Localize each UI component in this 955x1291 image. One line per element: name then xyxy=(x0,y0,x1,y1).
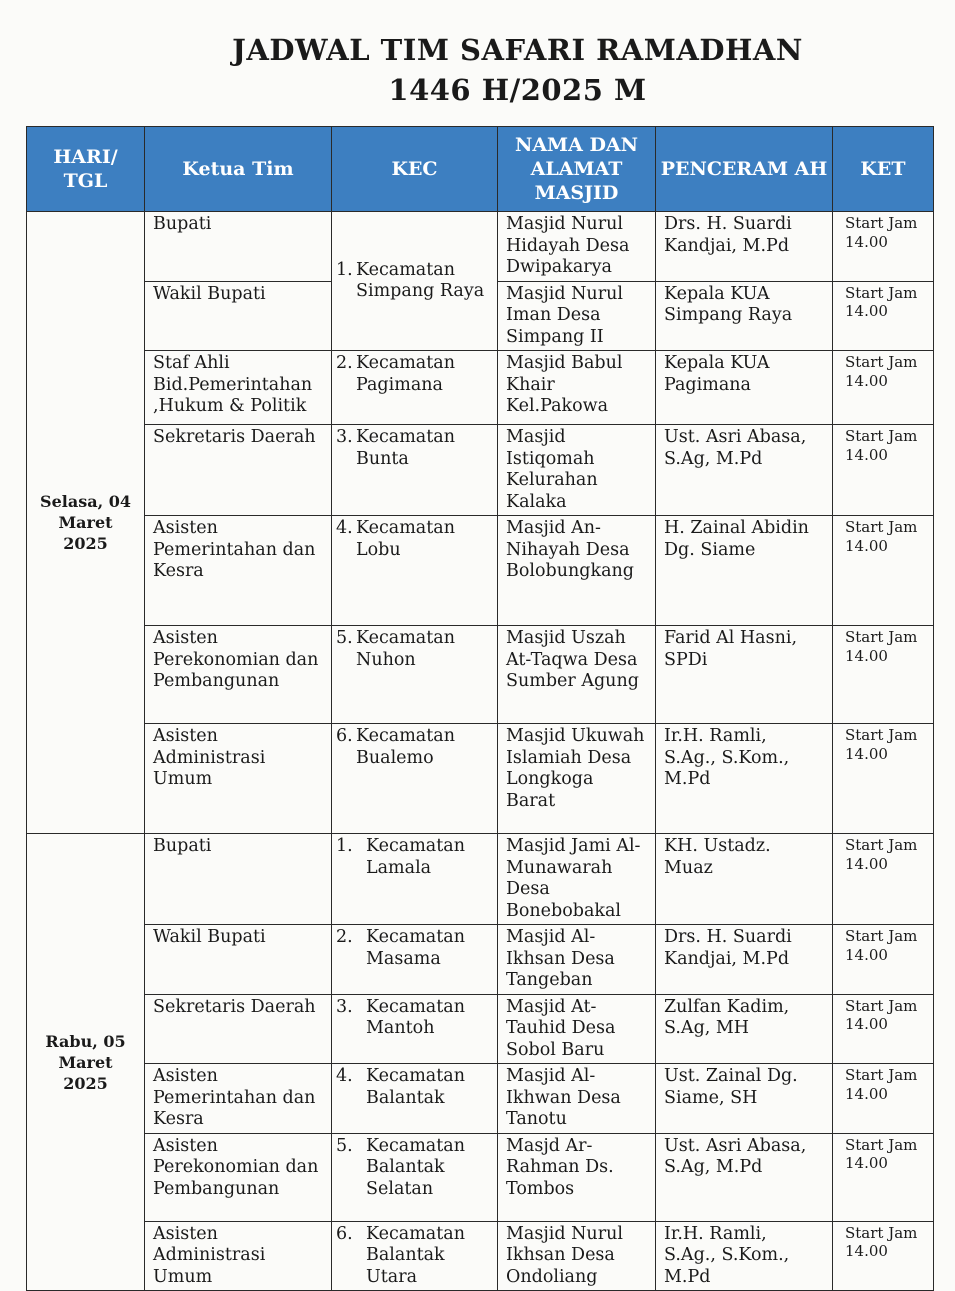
ket-cell: Start Jam 14.00 xyxy=(833,1133,934,1221)
ket-cell: Start Jam 14.00 xyxy=(833,626,934,724)
header-penceramah: PENCERAM AH xyxy=(656,127,833,212)
kec-cell xyxy=(332,516,498,626)
masjid-cell: Masjid Babul Khair Kel.Pakowa xyxy=(498,351,656,425)
ket-cell: Start Jam 14.00 xyxy=(833,425,934,516)
masjid-cell: Masjid Al-Ikhsan Desa Tangeban xyxy=(498,925,656,995)
ket-cell: Start Jam 14.00 xyxy=(833,351,934,425)
ket-cell: Start Jam 14.00 xyxy=(833,281,934,351)
masjid-cell: Masjid Nurul Iman Desa Simpang II xyxy=(498,281,656,351)
masjid-cell: Masjid Uszah At-Taqwa Desa Sumber Agung xyxy=(498,626,656,724)
kec-name: Kecamatan Balantak Selatan xyxy=(366,1135,465,1199)
header-masjid: NAMA DAN ALAMAT MASJID xyxy=(498,127,656,212)
masjid-cell: Masjid Nurul Ikhsan Desa Ondoliang xyxy=(498,1221,656,1291)
kec-name: Kecamatan Bunta xyxy=(356,427,455,469)
table-row xyxy=(27,1064,934,1134)
header-ket: KET xyxy=(833,127,934,212)
kec-name: Kecamatan Lobu xyxy=(356,518,455,560)
document-title: JADWAL TIM SAFARI RAMADHAN xyxy=(232,33,803,67)
masjid-cell: Masjid At-Tauhid Desa Sobol Baru xyxy=(498,994,656,1064)
masjid-cell: Masjid Jami Al-Munawarah Desa Bonebobakal xyxy=(498,834,656,925)
kec-name: Kecamatan Bualemo xyxy=(356,726,455,768)
kec-number: 4. xyxy=(336,1066,353,1086)
kec-number: 1. xyxy=(336,259,353,280)
table-row xyxy=(27,351,934,425)
table-row xyxy=(27,994,934,1064)
kec-name: Kecamatan Balantak Utara xyxy=(366,1223,465,1287)
ketua-cell: Bupati xyxy=(145,212,332,282)
day-cell: Selasa, 04 Maret 2025 xyxy=(27,212,145,834)
kec-number: 2. xyxy=(336,927,353,947)
kec-cell xyxy=(332,994,498,1064)
kec-number: 5. xyxy=(336,1135,353,1156)
kec-name: Kecamatan Pagimana xyxy=(356,353,455,395)
ketua-cell: Staf Ahli Bid.Pemerintahan ,Hukum & Politik xyxy=(145,351,332,425)
penceramah-cell: Drs. H. Suardi Kandjai, M.Pd xyxy=(656,925,833,995)
header-row xyxy=(27,127,934,212)
kec-name: Kecamatan Mantoh xyxy=(366,996,465,1038)
kec-name: Kecamatan Nuhon xyxy=(356,628,455,670)
kec-cell xyxy=(332,1133,498,1221)
penceramah-cell: Ir.H. Ramli, S.Ag., S.Kom., M.Pd xyxy=(656,724,833,834)
ketua-cell: Asisten Perekonomian dan Pembangunan xyxy=(145,1133,332,1221)
table-row xyxy=(27,1221,934,1291)
penceramah-cell: Ust. Asri Abasa, S.Ag, M.Pd xyxy=(656,425,833,516)
kec-number: 4. xyxy=(336,518,353,538)
kec-cell xyxy=(332,1221,498,1291)
ketua-cell: Asisten Pemerintahan dan Kesra xyxy=(145,1064,332,1134)
kec-number: 6. xyxy=(336,726,353,746)
masjid-cell: Masjd Ar-Rahman Ds. Tombos xyxy=(498,1133,656,1221)
kec-cell xyxy=(332,834,498,925)
document-subtitle: 1446 H/2025 M xyxy=(388,73,647,107)
penceramah-cell: Zulfan Kadim, S.Ag, MH xyxy=(656,994,833,1064)
penceramah-cell: Ust. Zainal Dg. Siame, SH xyxy=(656,1064,833,1134)
ket-cell: Start Jam 14.00 xyxy=(833,1221,934,1291)
kec-name: Kecamatan Lamala xyxy=(366,836,465,878)
penceramah-cell: Farid Al Hasni, SPDi xyxy=(656,626,833,724)
masjid-cell: Masjid Istiqomah Kelurahan Kalaka xyxy=(498,425,656,516)
header-kec: KEC xyxy=(332,127,498,212)
ket-cell: Start Jam 14.00 xyxy=(833,516,934,626)
kec-number: 3. xyxy=(336,427,353,447)
ket-cell: Start Jam 14.00 xyxy=(833,1064,934,1134)
masjid-cell: Masjid Nurul Hidayah Desa Dwipakarya xyxy=(498,212,656,282)
table-row xyxy=(27,724,934,834)
kec-cell xyxy=(332,724,498,834)
table-row xyxy=(27,425,934,516)
kec-name: Kecamatan Masama xyxy=(366,927,465,969)
kec-number: 1. xyxy=(336,836,353,856)
schedule-table xyxy=(26,126,934,1291)
ketua-cell: Asisten Perekonomian dan Pembangunan xyxy=(145,626,332,724)
ketua-cell: Sekretaris Daerah xyxy=(145,994,332,1064)
ketua-cell: Wakil Bupati xyxy=(145,925,332,995)
ket-cell: Start Jam 14.00 xyxy=(833,212,934,282)
kec-number: 6. xyxy=(336,1223,353,1244)
ketua-cell: Asisten Administrasi Umum xyxy=(145,1221,332,1291)
kec-number: 5. xyxy=(336,628,353,648)
penceramah-cell: Ir.H. Ramli, S.Ag., S.Kom., M.Pd xyxy=(656,1221,833,1291)
ketua-cell: Asisten Administrasi Umum xyxy=(145,724,332,834)
kec-cell xyxy=(332,212,498,351)
ket-cell: Start Jam 14.00 xyxy=(833,994,934,1064)
penceramah-cell: Kepala KUA Simpang Raya xyxy=(656,281,833,351)
kec-name: Kecamatan Balantak xyxy=(366,1066,465,1108)
penceramah-cell: KH. Ustadz. Muaz xyxy=(656,834,833,925)
kec-cell xyxy=(332,351,498,425)
penceramah-cell: Kepala KUA Pagimana xyxy=(656,351,833,425)
ket-cell: Start Jam 14.00 xyxy=(833,834,934,925)
ket-cell: Start Jam 14.00 xyxy=(833,724,934,834)
penceramah-cell: Drs. H. Suardi Kandjai, M.Pd xyxy=(656,212,833,282)
kec-cell xyxy=(332,1064,498,1134)
table-row xyxy=(27,212,934,282)
kec-cell xyxy=(332,925,498,995)
header-hari: HARI/ TGL xyxy=(27,127,145,212)
day-cell: Rabu, 05 Maret 2025 xyxy=(27,834,145,1291)
ketua-cell: Asisten Pemerintahan dan Kesra xyxy=(145,516,332,626)
masjid-cell: Masjid Ukuwah Islamiah Desa Longkoga Barat xyxy=(498,724,656,834)
ketua-cell: Bupati xyxy=(145,834,332,925)
table-row xyxy=(27,516,934,626)
masjid-cell: Masjid Al-Ikhwan Desa Tanotu xyxy=(498,1064,656,1134)
kec-number: 2. xyxy=(336,353,353,373)
ketua-cell: Wakil Bupati xyxy=(145,281,332,351)
kec-number: 3. xyxy=(336,996,353,1017)
table-row xyxy=(27,626,934,724)
kec-cell xyxy=(332,425,498,516)
table-row xyxy=(27,834,934,925)
kec-name: Kecamatan Simpang Raya xyxy=(356,259,485,301)
table-row xyxy=(27,925,934,995)
kec-cell xyxy=(332,626,498,724)
ket-cell: Start Jam 14.00 xyxy=(833,925,934,995)
penceramah-cell: Ust. Asri Abasa, S.Ag, M.Pd xyxy=(656,1133,833,1221)
masjid-cell: Masjid An-Nihayah Desa Bolobungkang xyxy=(498,516,656,626)
ketua-cell: Sekretaris Daerah xyxy=(145,425,332,516)
penceramah-cell: H. Zainal Abidin Dg. Siame xyxy=(656,516,833,626)
header-ketua: Ketua Tim xyxy=(145,127,332,212)
table-row xyxy=(27,1133,934,1221)
